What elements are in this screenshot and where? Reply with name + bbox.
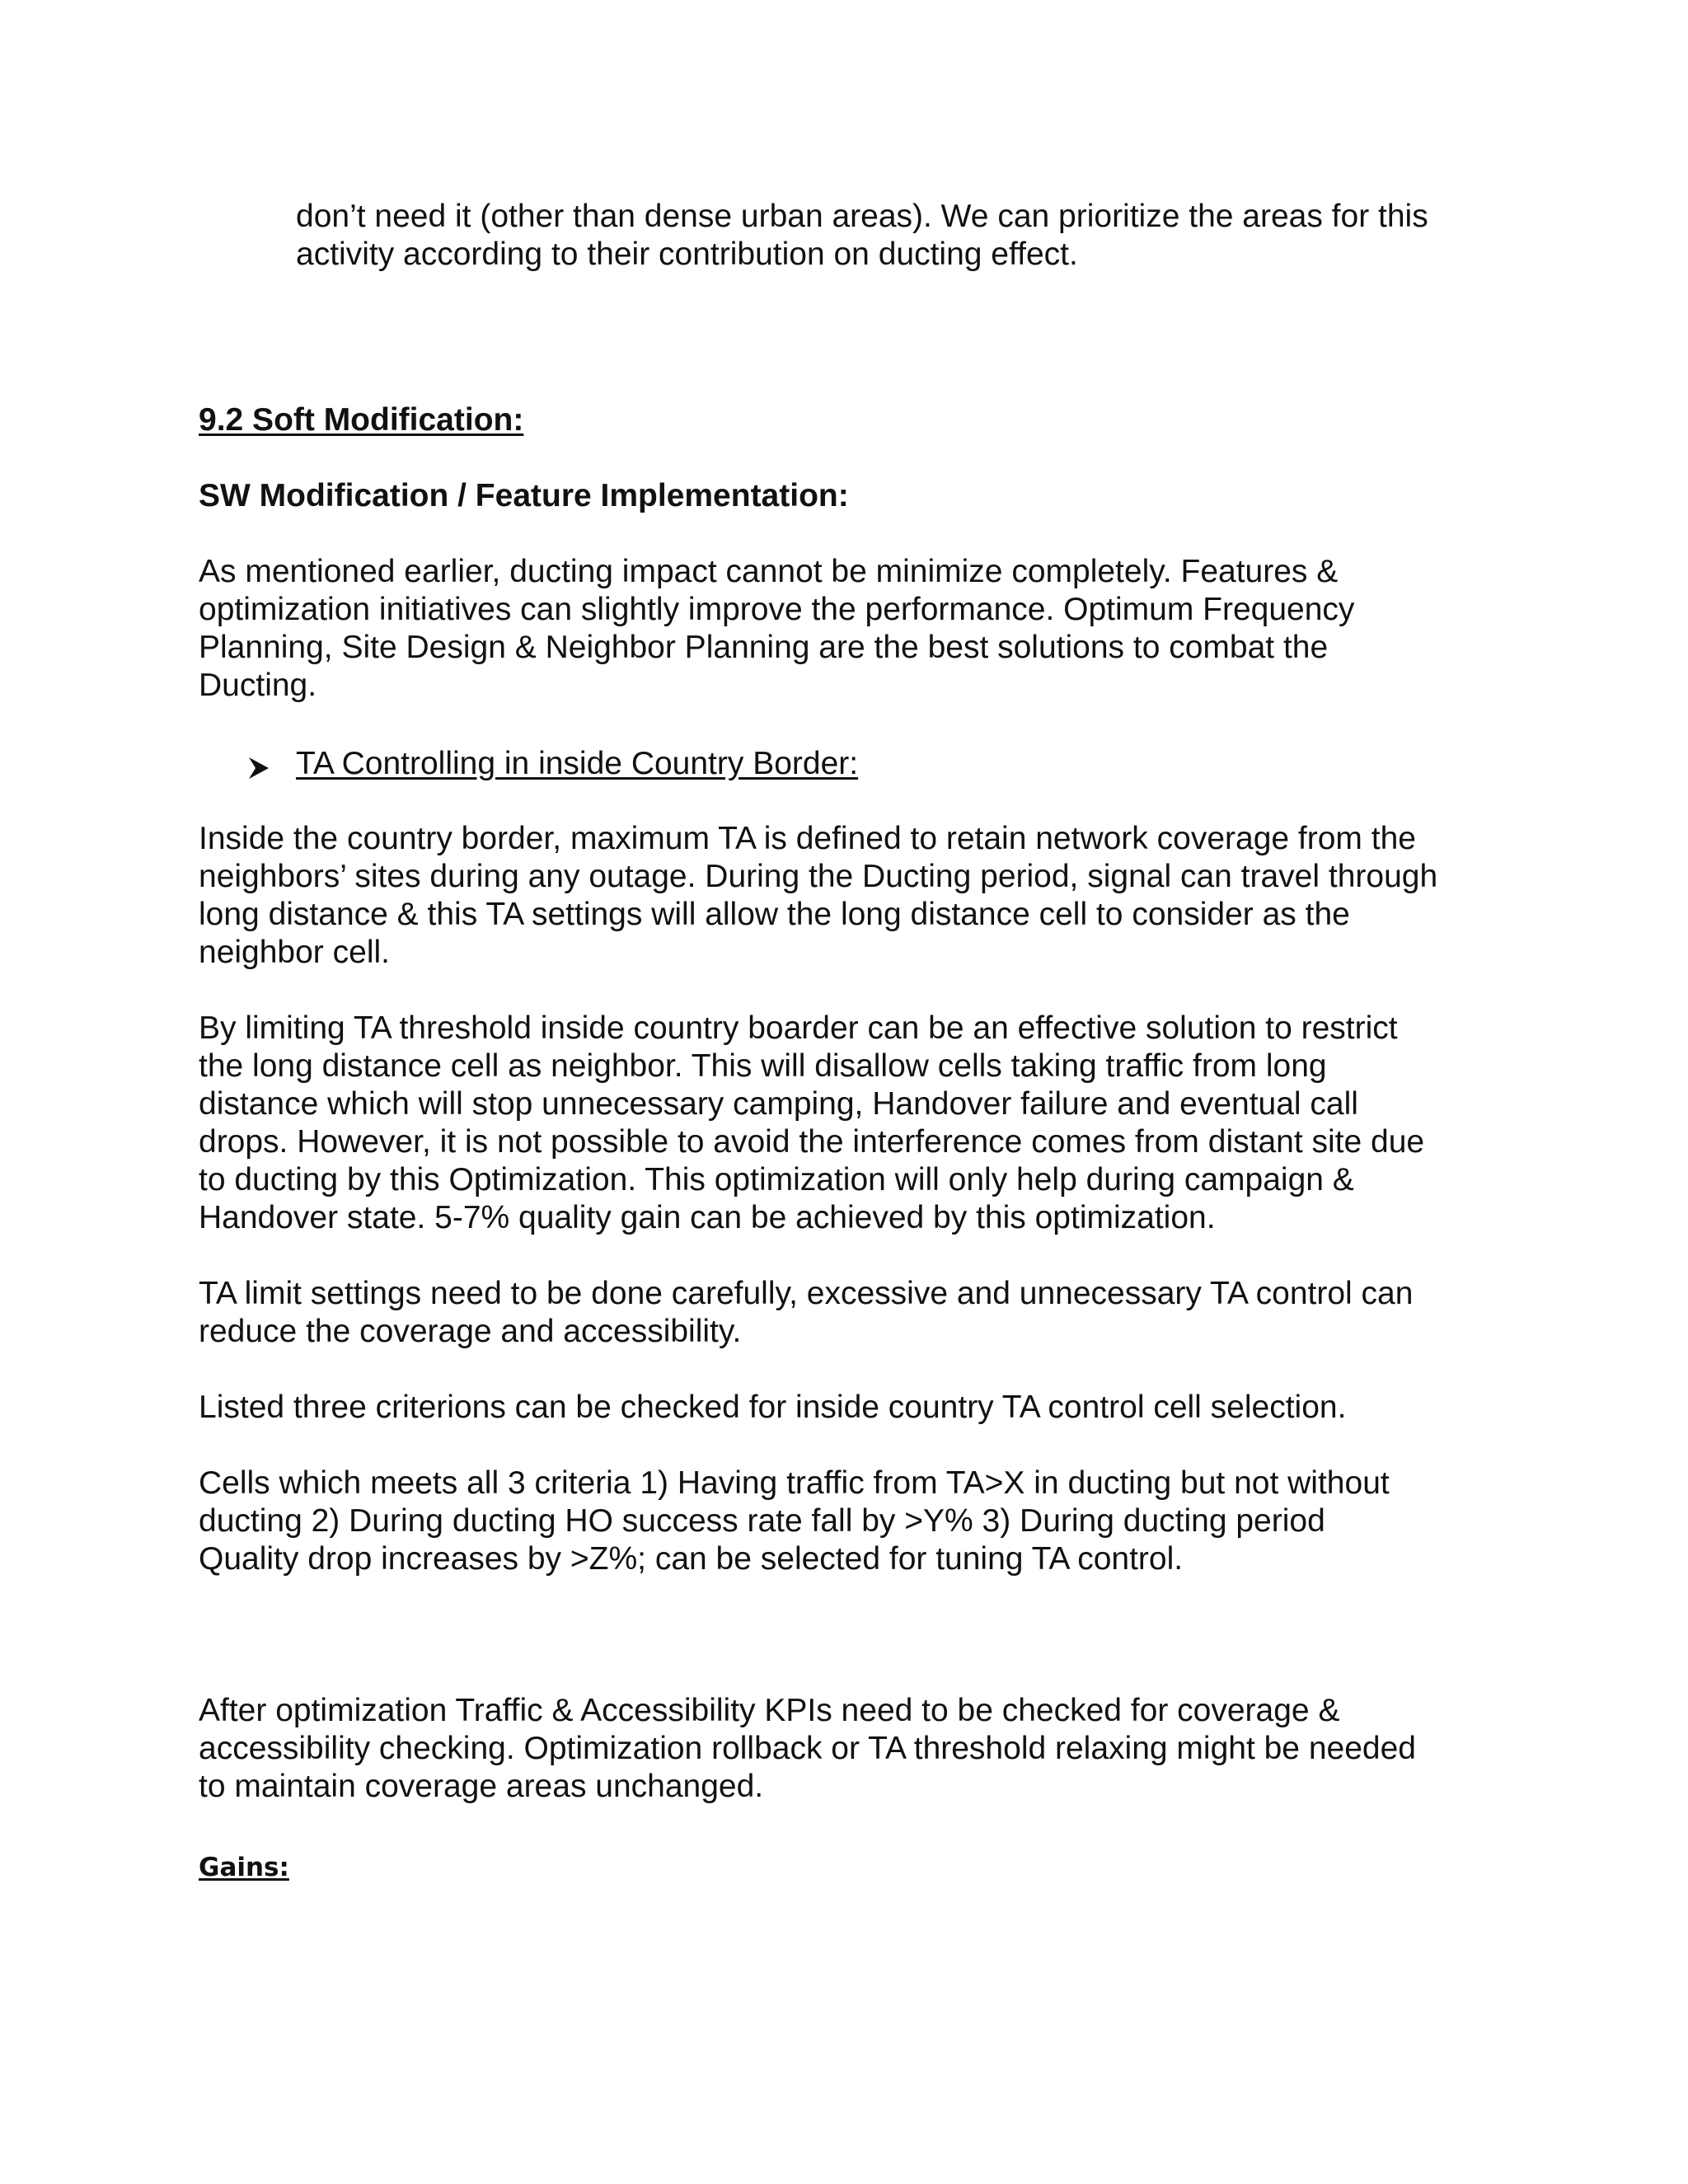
paragraph-after-optimization: [199, 1692, 1484, 1806]
text-line: Handover state. 5-7% quality gain can be achieved by this optimization.: [199, 1200, 1216, 1235]
paragraph-ta-definition: [199, 820, 1484, 972]
text-line: to ducting by this Optimization. This optimization will only help during campaign &: [199, 1162, 1354, 1197]
text-line: After optimization Traffic & Accessibility KPIs need to be checked for coverage &: [199, 1693, 1340, 1728]
text-line: Quality drop increases by >Z%; can be selected for tuning TA control.: [199, 1541, 1184, 1577]
text-line: By limiting TA threshold inside country boarder can be an effective solution to restrict: [199, 1010, 1398, 1046]
bullet-label: TA Controlling in inside Country Border:: [296, 746, 859, 781]
continuation-paragraph: [296, 198, 1499, 274]
text-line: don’t need it (other than dense urban areas). We can prioritize the areas for this: [296, 199, 1428, 234]
text-line: Listed three criterions can be checked for inside country TA control cell selection.: [199, 1390, 1347, 1425]
paragraph-ta-threshold: [199, 1010, 1484, 1237]
paragraph-ta-limit: [199, 1275, 1484, 1351]
arrow-bullet-icon: [247, 752, 270, 776]
text-line: TA limit settings need to be done carefully, excessive and unnecessary TA control can: [199, 1276, 1414, 1311]
text-line: neighbors’ sites during any outage. During the Ducting period, signal can travel through: [199, 859, 1438, 894]
intro-paragraph: [199, 553, 1484, 705]
text-line: long distance & this TA settings will allow the long distance cell to consider as the: [199, 897, 1350, 932]
text-line: Planning, Site Design & Neighbor Planning are the best solutions to combat the: [199, 630, 1329, 665]
text-line: optimization initiatives can slightly improve the performance. Optimum Frequency: [199, 592, 1355, 627]
gains-heading: Gains:: [199, 1853, 289, 1882]
text-line: to maintain coverage areas unchanged.: [199, 1769, 764, 1804]
section-heading: 9.2 Soft Modification:: [199, 402, 524, 438]
paragraph-criteria-list: [199, 1465, 1484, 1578]
paragraph-criterions: [199, 1389, 1484, 1427]
text-line: drops. However, it is not possible to avoid the interference comes from distant site due: [199, 1124, 1425, 1160]
text-line: Inside the country border, maximum TA is defined to retain network coverage from the: [199, 821, 1416, 856]
text-line: distance which will stop unnecessary camping, Handover failure and eventual call: [199, 1086, 1358, 1122]
text-line: As mentioned earlier, ducting impact cannot be minimize completely. Features &: [199, 554, 1339, 589]
text-line: Ducting.: [199, 668, 317, 703]
bullet-item: [247, 745, 858, 783]
subheading: SW Modification / Feature Implementation:: [199, 478, 849, 513]
text-line: activity according to their contribution on ducting effect.: [296, 237, 1078, 272]
text-line: neighbor cell.: [199, 935, 390, 970]
text-line: the long distance cell as neighbor. This will disallow cells taking traffic from long: [199, 1048, 1327, 1084]
text-line: ducting 2) During ducting HO success rate fall by >Y% 3) During ducting period: [199, 1503, 1325, 1539]
text-line: reduce the coverage and accessibility.: [199, 1314, 742, 1349]
text-line: Cells which meets all 3 criteria 1) Having traffic from TA>X in ducting but not without: [199, 1465, 1390, 1501]
text-line: accessibility checking. Optimization rollback or TA threshold relaxing might be needed: [199, 1731, 1416, 1766]
